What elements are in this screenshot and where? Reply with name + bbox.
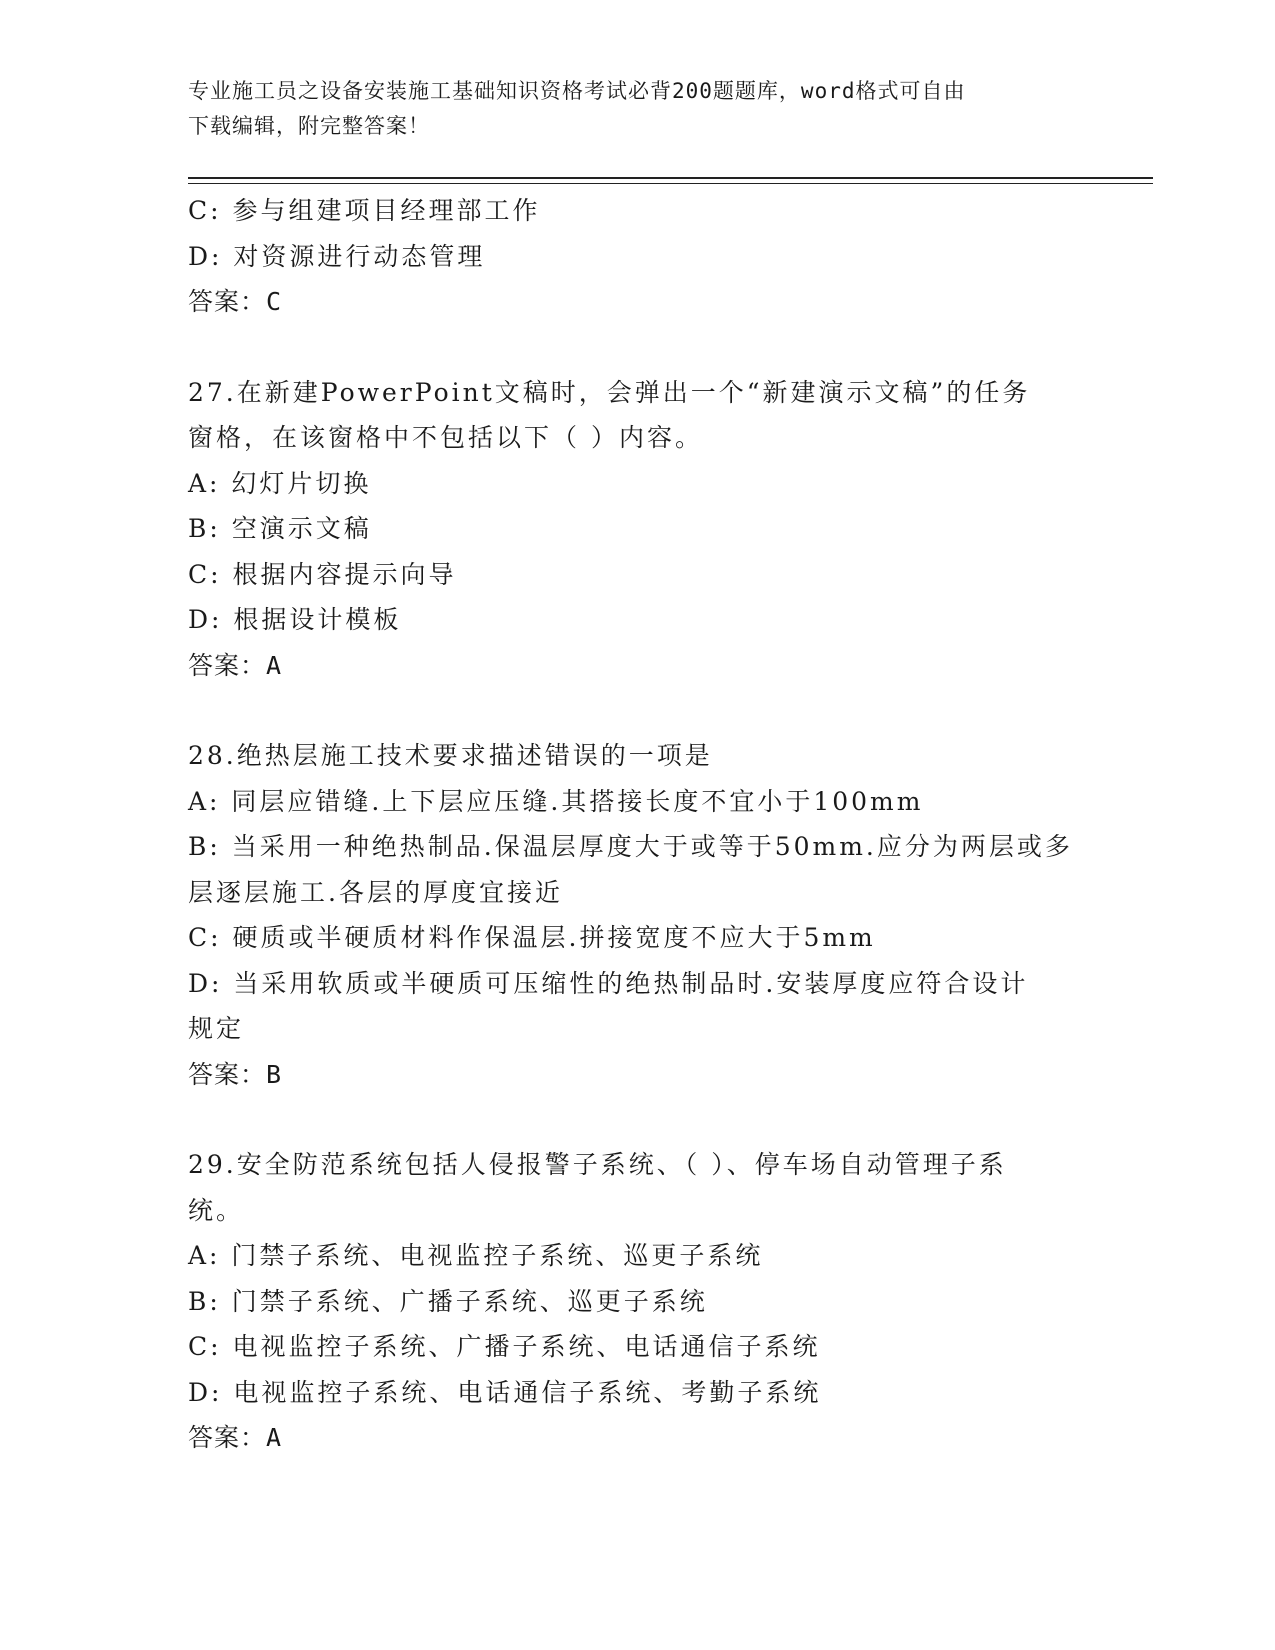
- option-c: C: 根据内容提示向导: [188, 559, 457, 589]
- option-d: D: 电视监控子系统、电话通信子系统、考勤子系统: [188, 1377, 822, 1407]
- header-divider-thin: [188, 183, 1153, 184]
- question-stem-line-1: 27.在新建PowerPoint文稿时，会弹出一个“新建演示文稿”的任务: [188, 377, 1031, 407]
- spacer: [188, 325, 1088, 370]
- option-d-line-2: 规定: [188, 1014, 245, 1043]
- option-c: C: 硬质或半硬质材料作保温层.拼接宽度不应大于5mm: [188, 923, 876, 952]
- question-27: [188, 370, 1088, 689]
- answer: 答案：A: [188, 650, 283, 680]
- question-28: [188, 733, 1088, 1097]
- option-a: A: 门禁子系统、电视监控子系统、巡更子系统: [188, 1241, 764, 1270]
- answer: 答案：A: [188, 1423, 283, 1452]
- option-b-line-1: B: 当采用一种绝热制品.保温层厚度大于或等于50mm.应分为两层或多: [188, 832, 1073, 861]
- option-c: C: 参与组建项目经理部工作: [188, 196, 541, 225]
- question-stem-line-2: 统。: [188, 1195, 245, 1225]
- answer: 答案：C: [188, 287, 283, 316]
- question-stem: 28.绝热层施工技术要求描述错误的一项是: [188, 741, 713, 770]
- option-a: A: 幻灯片切换: [188, 468, 372, 498]
- option-b: B: 门禁子系统、广播子系统、巡更子系统: [188, 1286, 708, 1316]
- answer: 答案：B: [188, 1059, 283, 1089]
- header-line-1: 专业施工员之设备安装施工基础知识资格考试必背200题题库，word格式可自由: [188, 79, 966, 103]
- question-content: [188, 188, 1088, 1461]
- option-b: B: 空演示文稿: [188, 514, 372, 543]
- header-divider-thick: [188, 177, 1153, 179]
- option-d-line-1: D: 当采用软质或半硬质可压缩性的绝热制品时.安装厚度应符合设计: [188, 968, 1029, 998]
- option-c: C: 电视监控子系统、广播子系统、电话通信子系统: [188, 1332, 821, 1361]
- question-29: [188, 1142, 1088, 1461]
- question-stem-line-1: 29.安全防范系统包括人侵报警子系统、（ ）、停车场自动管理子系: [188, 1150, 1007, 1179]
- option-d: D: 根据设计模板: [188, 605, 402, 634]
- spacer: [188, 688, 1088, 733]
- question-26-tail: [188, 188, 1088, 325]
- header-line-2: 下载编辑，附完整答案！: [188, 114, 430, 138]
- spacer: [188, 1097, 1088, 1142]
- option-d: D: 对资源进行动态管理: [188, 241, 486, 271]
- option-b-line-2: 层逐层施工.各层的厚度宜接近: [188, 877, 563, 907]
- question-stem-line-2: 窗格，在该窗格中不包括以下（ ）内容。: [188, 423, 703, 452]
- option-a: A: 同层应错缝.上下层应压缝.其搭接长度不宜小于100mm: [188, 786, 924, 816]
- document-header: [188, 74, 1068, 144]
